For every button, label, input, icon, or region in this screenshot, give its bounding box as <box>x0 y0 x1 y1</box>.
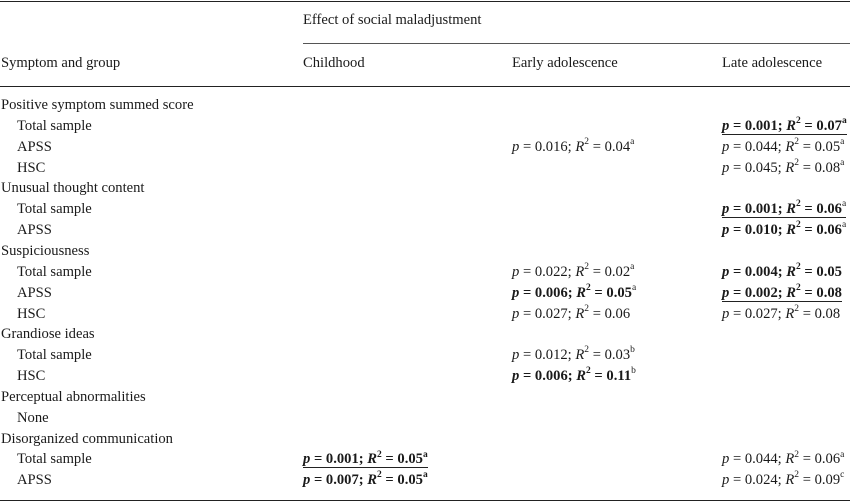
group-label: APSS <box>17 472 52 489</box>
r2-value: 0.09 <box>814 472 841 489</box>
group-label: None <box>17 409 49 426</box>
p-value: 0.024 <box>744 472 778 489</box>
group-label: APSS <box>17 138 52 155</box>
table-top-rule <box>0 1 850 2</box>
p-symbol: p <box>722 201 730 218</box>
cell-early <box>512 346 635 364</box>
header-childhood: Childhood <box>303 55 365 71</box>
r-symbol: R <box>786 201 797 218</box>
cell-late <box>722 221 846 239</box>
stat-value: p = 0.012; $R^2 = 0.03^b$ <box>512 345 635 364</box>
r2-value: 0.06 <box>816 201 842 218</box>
cell-late <box>722 284 842 302</box>
p-symbol: p <box>722 305 730 322</box>
symptom-label: Unusual thought content <box>1 180 145 197</box>
header-late-adolescence: Late adolescence <box>722 55 823 71</box>
cell-late <box>722 200 846 218</box>
r-symbol: R <box>785 451 795 468</box>
r2-value: 0.04 <box>604 138 631 155</box>
r-symbol: R <box>367 451 378 468</box>
r-symbol: R <box>576 284 587 301</box>
header-bottom-rule <box>0 86 850 87</box>
header-early-adolescence: Early adolescence <box>512 55 618 71</box>
p-symbol: p <box>303 472 311 489</box>
p-value: 0.016 <box>534 138 568 155</box>
footnote-marker: a <box>630 136 635 147</box>
stat-value: p = 0.007; $R^2 = 0.05^a$ <box>303 470 428 489</box>
group-label: HSC <box>17 368 46 385</box>
p-symbol: p <box>722 222 730 239</box>
p-symbol: p <box>722 451 730 468</box>
cell-early <box>512 305 630 323</box>
r2-value: 0.08 <box>816 284 842 301</box>
symptom-label: Positive symptom summed score <box>1 97 194 113</box>
p-symbol: p <box>303 451 311 468</box>
r-symbol: R <box>786 117 797 134</box>
cell-early <box>512 138 634 156</box>
cell-early <box>512 367 636 385</box>
stat-value: p = 0.006; $R^2 = 0.11^b$ <box>512 366 636 385</box>
cell-early <box>512 263 634 281</box>
p-value: 0.022 <box>534 263 568 280</box>
stat-value: p = 0.044; $R^2 = 0.06^a$ <box>722 449 845 468</box>
cell-childhood <box>303 450 428 468</box>
footnote-marker: a <box>841 199 847 210</box>
group-label: Total sample <box>17 263 92 280</box>
footnote-marker: a <box>841 220 847 231</box>
r2-value: 0.05 <box>606 284 632 301</box>
p-value: 0.045 <box>744 159 778 176</box>
footnote-marker: a <box>840 449 845 460</box>
footnote-marker: a <box>630 261 635 272</box>
stat-value: p = 0.001; $R^2 = 0.06^a$ <box>722 199 847 218</box>
p-value: 0.044 <box>744 451 778 468</box>
footnote-marker: a <box>840 136 845 147</box>
header-effect-of-social-maladjustment: Effect of social maladjustment <box>303 12 482 28</box>
footnote-marker: a <box>422 470 428 481</box>
r-symbol: R <box>575 305 585 322</box>
p-value: 0.004 <box>744 263 778 280</box>
r2-value: 0.05 <box>816 263 842 280</box>
footnote-marker: a <box>841 115 847 126</box>
r2-value: 0.05 <box>397 451 423 468</box>
p-value: 0.001 <box>744 201 778 218</box>
p-symbol: p <box>512 138 520 155</box>
stat-value: p = 0.027; $R^2 = 0.06$ <box>512 303 631 322</box>
r2-value: 0.08 <box>814 159 841 176</box>
r-symbol: R <box>576 368 587 385</box>
group-label: APSS <box>17 222 52 239</box>
p-symbol: p <box>722 117 730 134</box>
r-symbol: R <box>786 284 797 301</box>
symptom-label: Grandiose ideas <box>1 326 95 343</box>
p-symbol: p <box>722 472 730 489</box>
group-label: APSS <box>17 284 52 301</box>
r2-value: 0.05 <box>814 138 841 155</box>
p-value: 0.002 <box>744 284 778 301</box>
p-value: 0.027 <box>534 305 568 322</box>
r-symbol: R <box>785 159 795 176</box>
r-symbol: R <box>786 222 797 239</box>
footnote-marker: c <box>840 470 845 481</box>
p-value: 0.044 <box>744 138 778 155</box>
footnote-marker: b <box>630 345 635 356</box>
cell-late <box>722 305 840 323</box>
footnote-marker: a <box>631 282 637 293</box>
p-symbol: p <box>512 305 520 322</box>
r2-value: 0.06 <box>814 451 841 468</box>
stat-value: p = 0.027; $R^2 = 0.08$ <box>722 303 841 322</box>
footnote-marker: a <box>840 157 845 168</box>
cell-late <box>722 159 844 177</box>
p-symbol: p <box>512 347 520 364</box>
r-symbol: R <box>575 138 585 155</box>
group-label: HSC <box>17 305 46 322</box>
p-value: 0.007 <box>325 472 359 489</box>
stat-value: p = 0.001; $R^2 = 0.05^a$ <box>303 449 428 468</box>
cell-childhood <box>303 471 428 489</box>
r2-value: 0.03 <box>604 347 631 364</box>
group-label: HSC <box>17 159 46 176</box>
r2-value: 0.08 <box>814 305 841 322</box>
p-symbol: p <box>512 284 520 301</box>
group-label: Total sample <box>17 201 92 218</box>
p-value: 0.012 <box>534 347 568 364</box>
p-symbol: p <box>722 284 730 301</box>
table-bottom-rule <box>0 500 850 501</box>
footnote-marker: a <box>422 449 428 460</box>
r-symbol: R <box>575 263 585 280</box>
r2-value: 0.06 <box>816 222 842 239</box>
cell-late <box>722 138 844 156</box>
p-value: 0.006 <box>534 368 568 385</box>
r-symbol: R <box>785 138 795 155</box>
cell-late <box>722 117 847 135</box>
cell-late <box>722 450 844 468</box>
p-symbol: p <box>512 263 520 280</box>
p-value: 0.001 <box>744 117 778 134</box>
symptom-label: Disorganized communication <box>1 430 173 447</box>
stat-value: p = 0.044; $R^2 = 0.05^a$ <box>722 136 845 155</box>
p-symbol: p <box>722 138 730 155</box>
p-value: 0.010 <box>744 222 778 239</box>
r2-value: 0.06 <box>604 305 631 322</box>
p-value: 0.027 <box>744 305 778 322</box>
p-symbol: p <box>512 368 520 385</box>
symptom-label: Suspiciousness <box>1 242 90 259</box>
stat-value: p = 0.024; $R^2 = 0.09^c$ <box>722 470 845 489</box>
stat-value: p = 0.010; $R^2 = 0.06^a$ <box>722 220 847 239</box>
r-symbol: R <box>785 472 795 489</box>
r-symbol: R <box>786 263 797 280</box>
effect-span-rule <box>303 43 850 44</box>
stat-value: p = 0.045; $R^2 = 0.08^a$ <box>722 157 845 176</box>
r2-value: 0.02 <box>604 263 631 280</box>
r2-value: 0.11 <box>606 368 632 385</box>
stat-value: p = 0.016; $R^2 = 0.04^a$ <box>512 136 635 155</box>
r2-value: 0.07 <box>816 117 842 134</box>
cell-late <box>722 263 842 281</box>
p-value: 0.001 <box>325 451 359 468</box>
r-symbol: R <box>575 347 585 364</box>
p-symbol: p <box>722 159 730 176</box>
r-symbol: R <box>367 472 378 489</box>
symptom-label: Perceptual abnormalities <box>1 388 146 405</box>
r2-value: 0.05 <box>397 472 423 489</box>
group-label: Total sample <box>17 451 92 468</box>
stat-value: p = 0.004; $R^2 = 0.05$ <box>722 261 842 280</box>
stat-value: p = 0.002; $R^2 = 0.08$ <box>722 282 842 301</box>
p-symbol: p <box>722 263 730 280</box>
group-label: Total sample <box>17 117 92 134</box>
footnote-marker: b <box>631 366 636 377</box>
stat-value: p = 0.001; $R^2 = 0.07^a$ <box>722 115 847 134</box>
stat-value: p = 0.022; $R^2 = 0.02^a$ <box>512 261 635 280</box>
cell-early <box>512 284 636 302</box>
p-value: 0.006 <box>534 284 568 301</box>
r-symbol: R <box>785 305 795 322</box>
stat-value: p = 0.006; $R^2 = 0.05^a$ <box>512 282 637 301</box>
group-label: Total sample <box>17 347 92 364</box>
cell-late <box>722 471 844 489</box>
header-symptom-and-group: Symptom and group <box>1 55 121 71</box>
